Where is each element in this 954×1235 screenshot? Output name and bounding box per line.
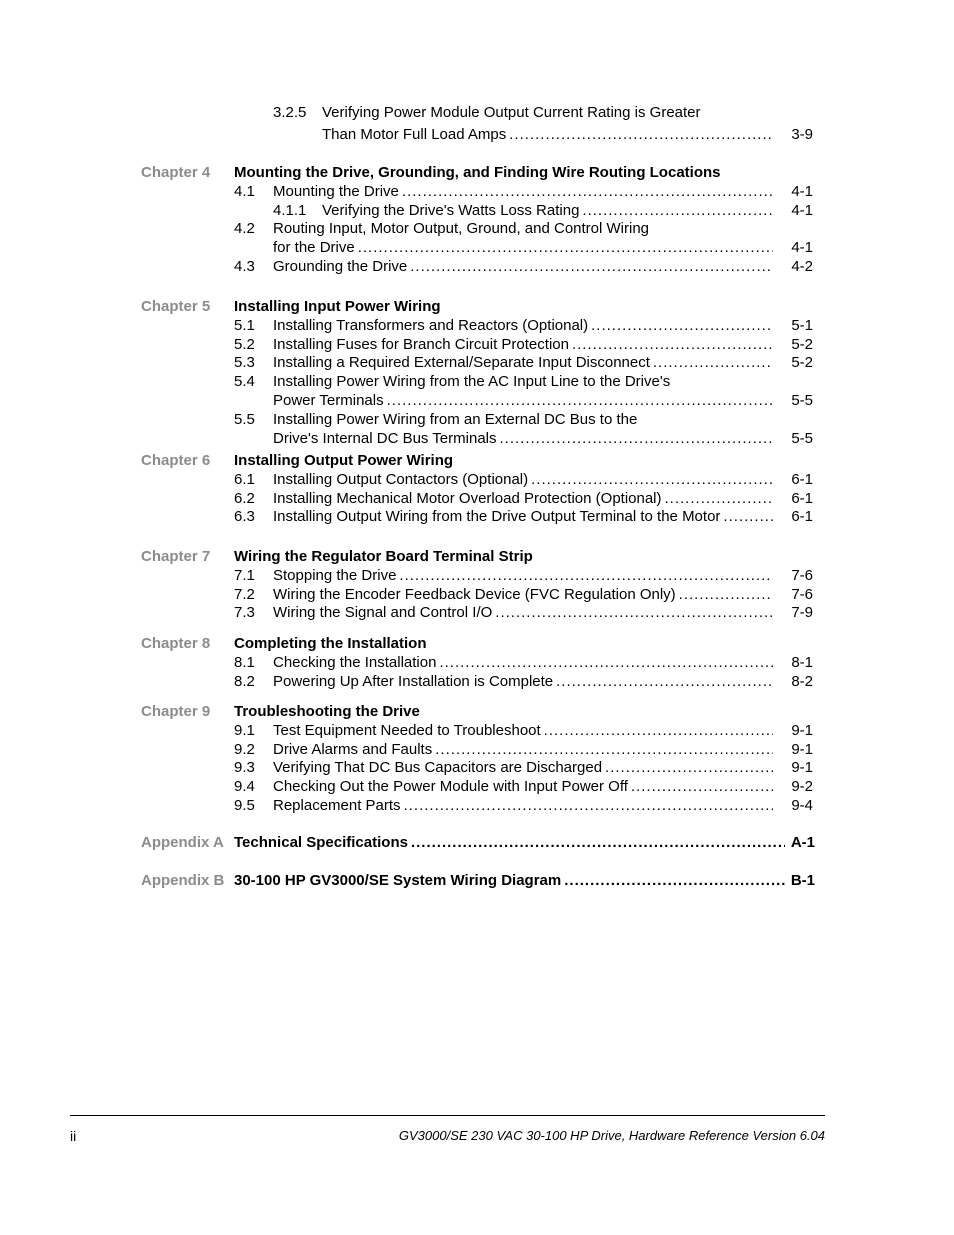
- footer-document-title: GV3000/SE 230 VAC 30-100 HP Drive, Hardware Reference Version 6.04: [398, 1128, 825, 1143]
- toc-page-number: 9-4: [791, 797, 813, 814]
- toc-page-number: 5-5: [791, 392, 813, 409]
- toc-entry-number: 9.4: [234, 778, 255, 796]
- toc-entry-number: 3.2.5: [273, 104, 307, 121]
- chapter-label: Chapter 7: [141, 548, 211, 565]
- toc-entry-title: Drive's Internal DC Bus Terminals: [273, 429, 497, 447]
- toc-page-number: 4-1: [791, 182, 813, 200]
- toc-entry[interactable]: [273, 257, 773, 276]
- toc-entry-title: Power Terminals: [273, 392, 384, 409]
- toc-entry[interactable]: [273, 603, 773, 622]
- toc-entry[interactable]: [273, 777, 773, 796]
- toc-entry-number: 9.1: [234, 721, 255, 739]
- toc-entry[interactable]: [273, 470, 773, 489]
- toc-page-number: 5-2: [791, 335, 813, 353]
- toc-entry-title: Stopping the Drive: [273, 566, 397, 584]
- toc-entry[interactable]: [273, 796, 773, 815]
- toc-page-number: 6-1: [791, 489, 813, 507]
- toc-entry-title: Installing Output Contactors (Optional): [273, 470, 529, 488]
- toc-page-number: 4-1: [791, 239, 813, 257]
- toc-entry-title: Checking Out the Power Module with Input Power Off: [273, 778, 628, 796]
- toc-entry-number: 7.2: [234, 585, 255, 603]
- chapter-title[interactable]: Installing Output Power Wiring: [234, 452, 454, 469]
- toc-page-number: 7-6: [791, 585, 813, 603]
- chapter-label: Chapter 9: [141, 703, 211, 720]
- toc-entry-number: 6.2: [234, 489, 255, 507]
- toc-entry[interactable]: [273, 672, 773, 691]
- toc-entry[interactable]: [273, 585, 773, 604]
- appendix-entry[interactable]: [234, 871, 785, 890]
- toc-entry-title: Verifying the Drive's Watts Loss Rating: [322, 201, 580, 219]
- toc-entry-title: for the Drive: [273, 239, 355, 257]
- toc-entry[interactable]: [273, 566, 773, 585]
- appendix-page-number: A-1: [790, 834, 815, 851]
- toc-entry-number: 4.1.1: [273, 201, 307, 219]
- toc-entry[interactable]: [322, 201, 773, 220]
- toc-page-number: 7-6: [791, 566, 813, 584]
- toc-entry[interactable]: [322, 125, 773, 144]
- toc-page-number: 6-1: [791, 470, 813, 488]
- chapter-title[interactable]: Completing the Installation: [234, 635, 427, 652]
- toc-entry[interactable]: [273, 353, 773, 372]
- toc-entry-number: 5.5: [234, 410, 255, 428]
- chapter-title[interactable]: Troubleshooting the Drive: [234, 703, 420, 720]
- toc-entry-number: 7.1: [234, 566, 255, 584]
- toc-page-number: 9-2: [791, 778, 813, 796]
- chapter-label: Chapter 5: [141, 298, 211, 315]
- toc-entry-number: 4.1: [234, 182, 255, 200]
- toc-page-number: 9-1: [791, 759, 813, 777]
- toc-entry-number: 9.2: [234, 740, 255, 758]
- toc-entry[interactable]: [273, 758, 773, 777]
- toc-entry-title: Wiring the Signal and Control I/O: [273, 604, 493, 622]
- chapter-title[interactable]: Mounting the Drive, Grounding, and Finding Wire Routing Locations: [234, 164, 721, 181]
- toc-entry-title: Than Motor Full Load Amps: [322, 126, 507, 143]
- toc-page-number: 4-1: [791, 201, 813, 219]
- toc-entry-title: Checking the Installation: [273, 653, 437, 671]
- toc-page-number: 8-2: [791, 672, 813, 690]
- toc-entry-title: Routing Input, Motor Output, Ground, and Control Wiring: [273, 220, 650, 238]
- toc-entry[interactable]: [273, 740, 773, 759]
- toc-entry-title: Installing Power Wiring from the AC Input Line to the Drive's: [273, 373, 671, 391]
- toc-entry-title: Installing Output Wiring from the Drive Output Terminal to the Motor: [273, 508, 721, 526]
- toc-entry[interactable]: [273, 182, 773, 201]
- appendix-page-number: B-1: [790, 872, 815, 889]
- toc-entry-number: 4.2: [234, 220, 255, 238]
- footer-rule: [70, 1115, 825, 1116]
- toc-entry[interactable]: [273, 429, 773, 448]
- toc-entry-number: 8.2: [234, 672, 255, 690]
- toc-entry-title: Grounding the Drive: [273, 258, 408, 275]
- toc-entry-number: 5.4: [234, 373, 255, 391]
- toc-entry-title: Test Equipment Needed to Troubleshoot: [273, 721, 541, 739]
- toc-entry-number: 9.3: [234, 759, 255, 777]
- toc-entry-title: Installing Power Wiring from an External DC Bus to the: [273, 410, 638, 428]
- toc-entry-title: Drive Alarms and Faults: [273, 740, 433, 758]
- toc-entry-title: Mounting the Drive: [273, 182, 399, 200]
- toc-entry[interactable]: [273, 489, 773, 508]
- toc-entry-number: 6.1: [234, 470, 255, 488]
- toc-entry-title: Verifying That DC Bus Capacitors are Discharged: [273, 759, 603, 777]
- toc-entry[interactable]: [273, 507, 773, 526]
- toc-page-number: 6-1: [791, 508, 813, 526]
- toc-entry-title: Verifying Power Module Output Current Rating is Greater: [322, 104, 701, 121]
- chapter-label: Chapter 8: [141, 635, 211, 652]
- appendix-title: Technical Specifications: [234, 834, 408, 851]
- chapter-label: Chapter 4: [141, 164, 211, 181]
- toc-page-number: 3-9: [791, 126, 813, 143]
- toc-page-number: 5-2: [791, 354, 813, 372]
- toc-entry-title: Wiring the Encoder Feedback Device (FVC Regulation Only): [273, 585, 676, 603]
- toc-page-number: 5-1: [791, 316, 813, 334]
- toc-entry-number: 4.3: [234, 258, 255, 275]
- toc-entry-number: 6.3: [234, 508, 255, 526]
- toc-entry-number: 5.3: [234, 354, 255, 372]
- toc-entry-title: Replacement Parts: [273, 797, 401, 814]
- toc-entry-title: Powering Up After Installation is Complete: [273, 672, 554, 690]
- toc-entry-number: 5.2: [234, 335, 255, 353]
- toc-page-number: 5-5: [791, 429, 813, 447]
- appendix-title: 30-100 HP GV3000/SE System Wiring Diagram: [234, 872, 562, 889]
- toc-page-number: 9-1: [791, 721, 813, 739]
- toc-entry-title: Installing Transformers and Reactors (Optional): [273, 316, 589, 334]
- toc-page-number: 4-2: [791, 258, 813, 275]
- toc-entry[interactable]: [273, 653, 773, 672]
- toc-page-number: 8-1: [791, 653, 813, 671]
- chapter-title[interactable]: Installing Input Power Wiring: [234, 298, 441, 315]
- toc-entry-number: 8.1: [234, 653, 255, 671]
- appendix-label: Appendix B: [141, 872, 225, 889]
- toc-entry[interactable]: [273, 316, 773, 335]
- toc-entry-number: 7.3: [234, 604, 255, 622]
- toc-page-number: 9-1: [791, 740, 813, 758]
- chapter-title[interactable]: Wiring the Regulator Board Terminal Strip: [234, 548, 533, 565]
- toc-entry-title: Installing Mechanical Motor Overload Protection (Optional): [273, 489, 662, 507]
- chapter-label: Chapter 6: [141, 452, 211, 469]
- toc-entry-number: 9.5: [234, 797, 255, 814]
- toc-entry[interactable]: [273, 721, 773, 740]
- toc-entry-number: 5.1: [234, 316, 255, 334]
- toc-entry-title: Installing Fuses for Branch Circuit Protection: [273, 335, 569, 353]
- appendix-label: Appendix A: [141, 834, 224, 851]
- footer-page-number: ii: [70, 1128, 77, 1144]
- toc-entry-title: Installing a Required External/Separate Input Disconnect: [273, 354, 650, 372]
- appendix-entry[interactable]: [234, 833, 785, 852]
- toc-entry[interactable]: [273, 391, 773, 410]
- toc-entry[interactable]: [273, 238, 773, 257]
- toc-page-number: 7-9: [791, 604, 813, 622]
- toc-entry[interactable]: [273, 335, 773, 354]
